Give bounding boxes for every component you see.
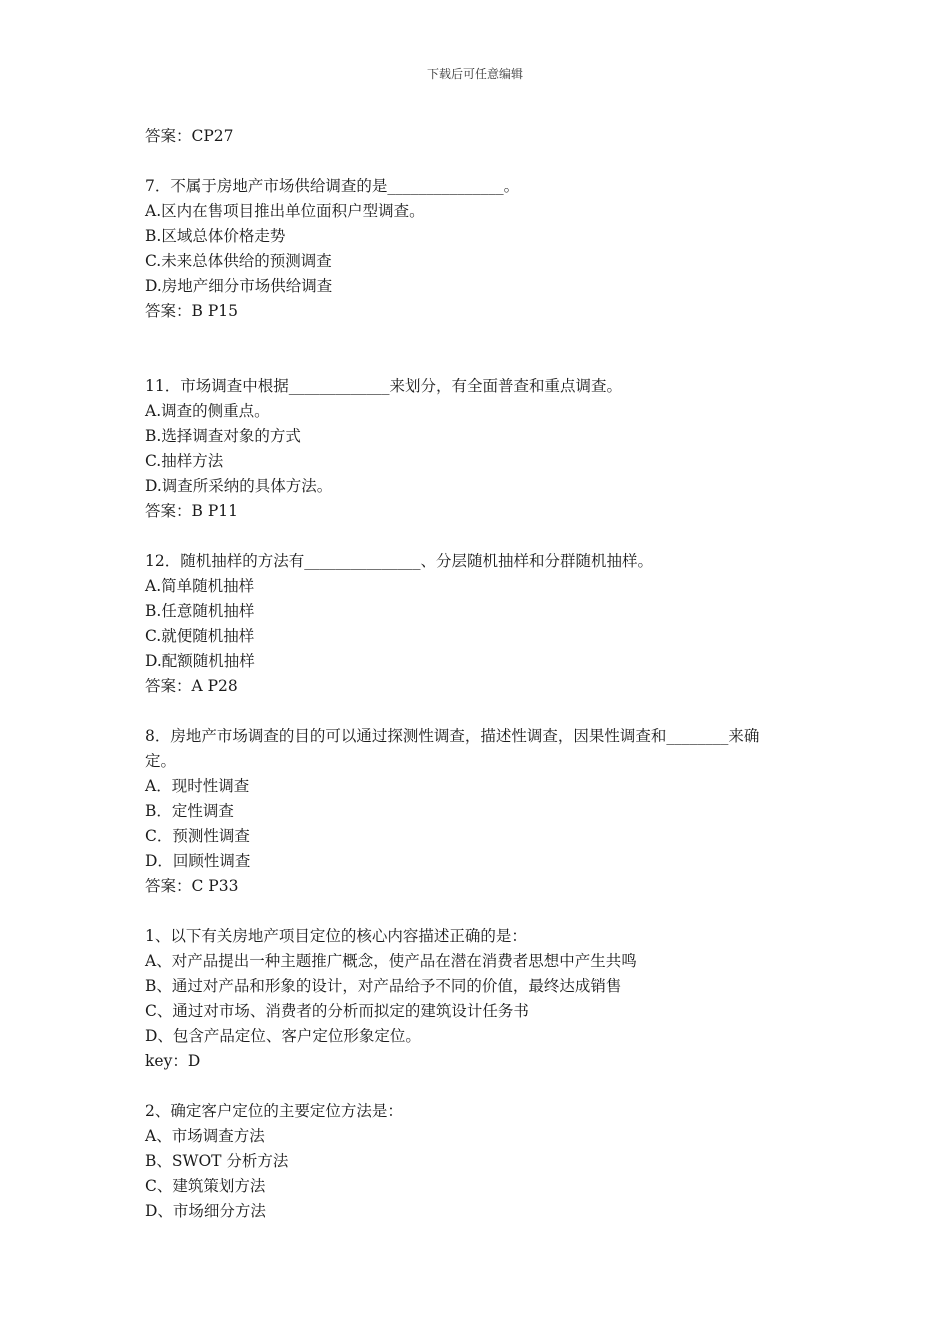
option-d: D、包含产品定位、客户定位形象定位。 — [145, 1027, 421, 1045]
option-c: C.就便随机抽样 — [145, 627, 255, 645]
question-text-cont: 定。 — [145, 752, 177, 770]
option-c: C．预测性调查 — [145, 827, 250, 845]
option-d: D.房地产细分市场供给调查 — [145, 277, 333, 295]
answer-block — [145, 124, 825, 149]
option-b: B.选择调查对象的方式 — [145, 427, 301, 445]
option-d: D.配额随机抽样 — [145, 652, 255, 670]
option-b: B、通过对产品和形象的设计，对产品给予不同的价值，最终达成销售 — [145, 977, 622, 995]
option-b: B.区域总体价格走势 — [145, 227, 286, 245]
answer-text: 答案：C P33 — [145, 877, 239, 895]
option-c: C、建筑策划方法 — [145, 1177, 266, 1195]
option-b: B、SWOT 分析方法 — [145, 1152, 289, 1170]
option-b: B.任意随机抽样 — [145, 602, 255, 620]
option-a: A、市场调查方法 — [145, 1127, 265, 1145]
option-c: C.抽样方法 — [145, 452, 224, 470]
question-block-1 — [145, 924, 825, 1074]
option-b: B．定性调查 — [145, 802, 234, 820]
document-body — [145, 124, 825, 1249]
question-block-7 — [145, 174, 825, 324]
question-text: 2、确定客户定位的主要定位方法是： — [145, 1102, 403, 1120]
question-block-8 — [145, 724, 825, 899]
option-d: D、市场细分方法 — [145, 1202, 266, 1220]
answer-text: 答案：B P11 — [145, 502, 238, 520]
option-d: D.调查所采纳的具体方法。 — [145, 477, 333, 495]
option-c: C、通过对市场、消费者的分析而拟定的建筑设计任务书 — [145, 1002, 529, 1020]
text-line: 答案：CP27 — [145, 127, 234, 145]
question-text: 1、以下有关房地产项目定位的核心内容描述正确的是： — [145, 927, 527, 945]
option-a: A.区内在售项目推出单位面积户型调查。 — [145, 202, 425, 220]
question-text: 12．随机抽样的方法有_______________、分层随机抽样和分群随机抽样。 — [145, 552, 653, 570]
option-a: A.调查的侧重点。 — [145, 402, 270, 420]
answer-text: 答案：B P15 — [145, 302, 238, 320]
option-a: A.简单随机抽样 — [145, 577, 255, 595]
option-c: C.未来总体供给的预测调查 — [145, 252, 332, 270]
question-block-12 — [145, 549, 825, 699]
answer-text: key：D — [145, 1052, 201, 1070]
question-block-2 — [145, 1099, 825, 1224]
answer-text: 答案：A P28 — [145, 677, 238, 695]
page-header: 下载后可任意编辑 — [426, 67, 523, 81]
option-a: A、对产品提出一种主题推广概念，使产品在潜在消费者思想中产生共鸣 — [145, 952, 637, 970]
question-text: 11．市场调查中根据_____________来划分，有全面普查和重点调查。 — [145, 377, 622, 395]
option-d: D．回顾性调查 — [145, 852, 251, 870]
option-a: A．现时性调查 — [145, 777, 250, 795]
question-block-11 — [145, 374, 825, 524]
question-text: 7．不属于房地产市场供给调查的是_______________。 — [145, 177, 520, 195]
question-text: 8．房地产市场调查的目的可以通过探测性调查，描述性调查，因果性调查和________来确 — [145, 727, 760, 745]
